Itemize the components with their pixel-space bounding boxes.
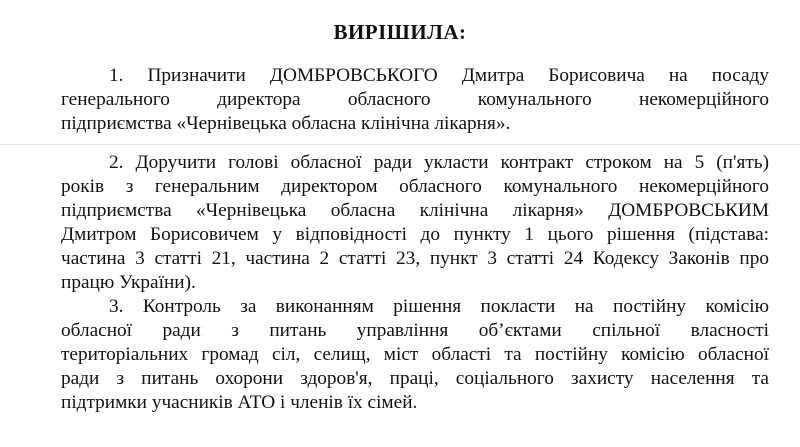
paragraph-1-line-2: генерального директора обласного комунального некомерційного [61, 89, 769, 110]
paragraph-2-line-3: підприємства «Чернівецька обласна клінічна лікарня» ДОМБРОВСЬКИМ [61, 200, 769, 221]
paragraph-3-line-4: ради з питань охорони здоров'я, праці, соціального захисту населення та [61, 368, 769, 389]
paragraph-3-line-2: обласної ради з питань управління об’єктами спільної власності [61, 320, 769, 341]
paragraph-2-line-5: частина 3 статті 21, частина 2 статті 23, пункт 3 статті 24 Кодексу Законів про [61, 248, 769, 269]
paragraph-2-line-2: років з генеральним директором обласного комунального некомерційного [61, 176, 769, 197]
decision-heading: ВИРІШИЛА: [333, 20, 467, 44]
paragraph-3-line-1: 3. Контроль за виконанням рішення покласти на постійну комісію [109, 296, 769, 317]
paragraph-2-line-4: Дмитром Борисовичем у відповідності до пункту 1 цього рішення (підстава: [61, 224, 769, 245]
paragraph-2-line-6: працю України). [61, 272, 196, 293]
paragraph-2-line-1: 2. Доручити голові обласної ради укласти контракт строком на 5 (п'ять) [109, 152, 769, 173]
paragraph-3-line-3: територіальних громад сіл, селищ, міст області та постійну комісію обласної [61, 344, 769, 365]
paragraph-1-line-3: підприємства «Чернівецька обласна клінічна лікарня». [61, 113, 511, 134]
paragraph-1-line-1: 1. Призначити ДОМБРОВСЬКОГО Дмитра Борисовича на посаду [109, 65, 769, 86]
paragraph-3-line-5: підтримки учасників АТО і членів їх сімей. [61, 392, 418, 413]
page-divider [0, 144, 800, 145]
